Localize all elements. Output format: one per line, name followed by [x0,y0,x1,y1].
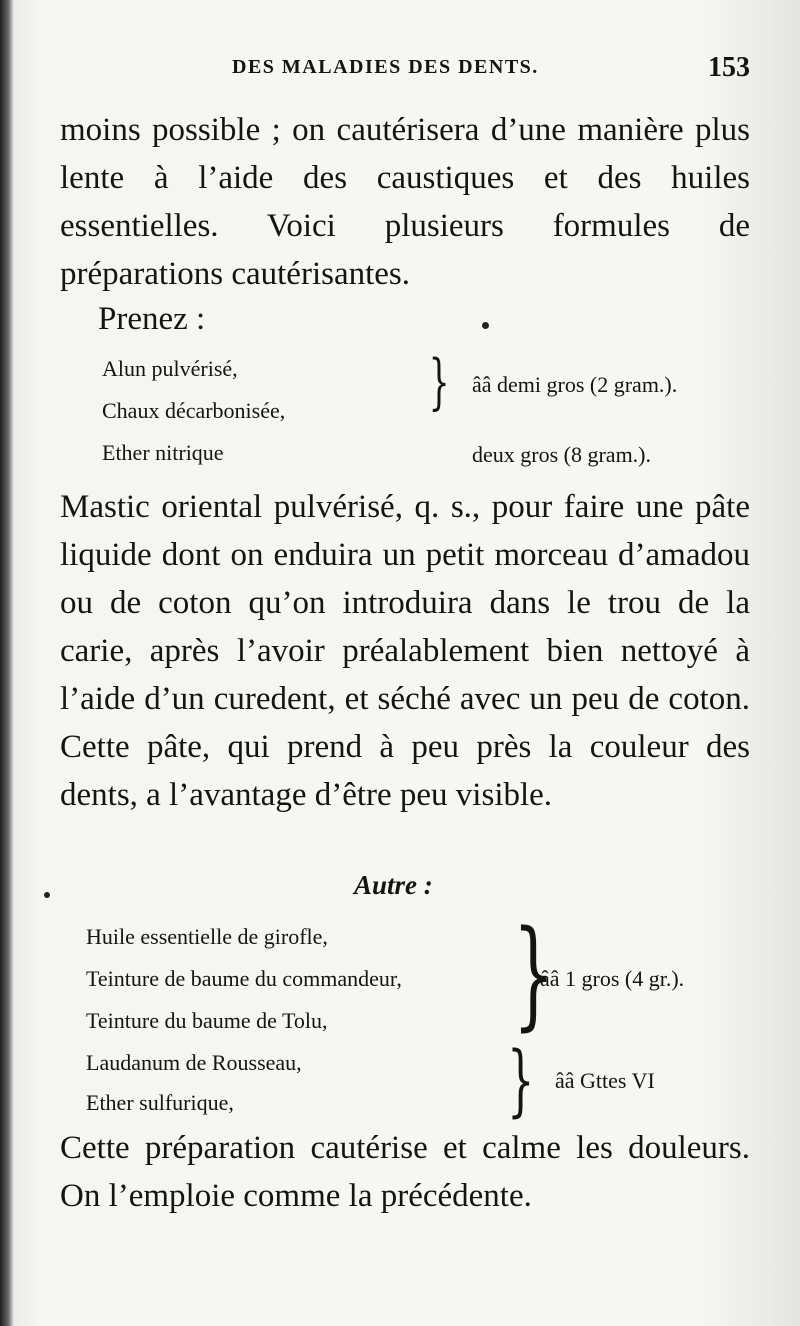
recipe1-quantity: ââ demi gros (2 gram.). [472,372,678,397]
running-head: DES MALADIES DES DENTS. [232,56,539,78]
ink-speck [44,892,50,898]
recipe1-item: Chaux décarbonisée, [102,398,286,423]
recipe2-brace-1: } [512,904,555,1042]
page-binding-shadow [0,0,14,1326]
ink-speck [482,322,489,329]
recipe2-item: Ether sulfurique, [86,1090,234,1115]
recipe2-item: Teinture de baume du commandeur, [86,966,402,991]
recipe2-item: Huile essentielle de girofle, [86,924,328,949]
recipe2-brace-2: } [507,1036,535,1126]
paragraph-closing: Cette préparation cautérise et calme les douleurs. On l’emploie comme la précédente. [60,1130,750,1214]
paragraph-mastic: Mastic oriental pulvérisé, q. s., pour faire une pâte liquide dont on enduira un petit morceau d’amadou ou de coton qu’on introduira dans le trou de la carie, après l’avoir préalablement bien nettoyé à l’aide d’un curedent, et séché avec un peu de coton. Cette pâte, qui prend à peu près la couleur des dents, a l’avantage d’être peu visible. [60,489,750,813]
recipe2-item: Teinture du baume de Tolu, [86,1008,328,1033]
recipe1-item: Alun pulvérisé, [102,356,238,381]
page-number: 153 [708,52,750,83]
recipe1-brace: } [428,347,450,417]
page-header [60,52,750,88]
recipe2-quantity: ââ 1 gros (4 gr.). [540,966,685,991]
recipe2-item: Laudanum de Rousseau, [86,1050,302,1075]
paragraph-intro: moins possible ; on cautérisera d’une manière plus lente à l’aide des caustiques et des huiles essentielles. Voici plusieurs formules de préparations cautérisantes. [60,112,750,292]
recipe2-heading: Autre : [354,870,433,900]
recipe1-item: Ether nitrique [102,440,224,465]
prenez-heading: Prenez : [98,301,206,337]
recipe2-quantity: ââ Gttes VI [555,1068,655,1093]
recipe1-quantity: deux gros (8 gram.). [472,442,652,467]
